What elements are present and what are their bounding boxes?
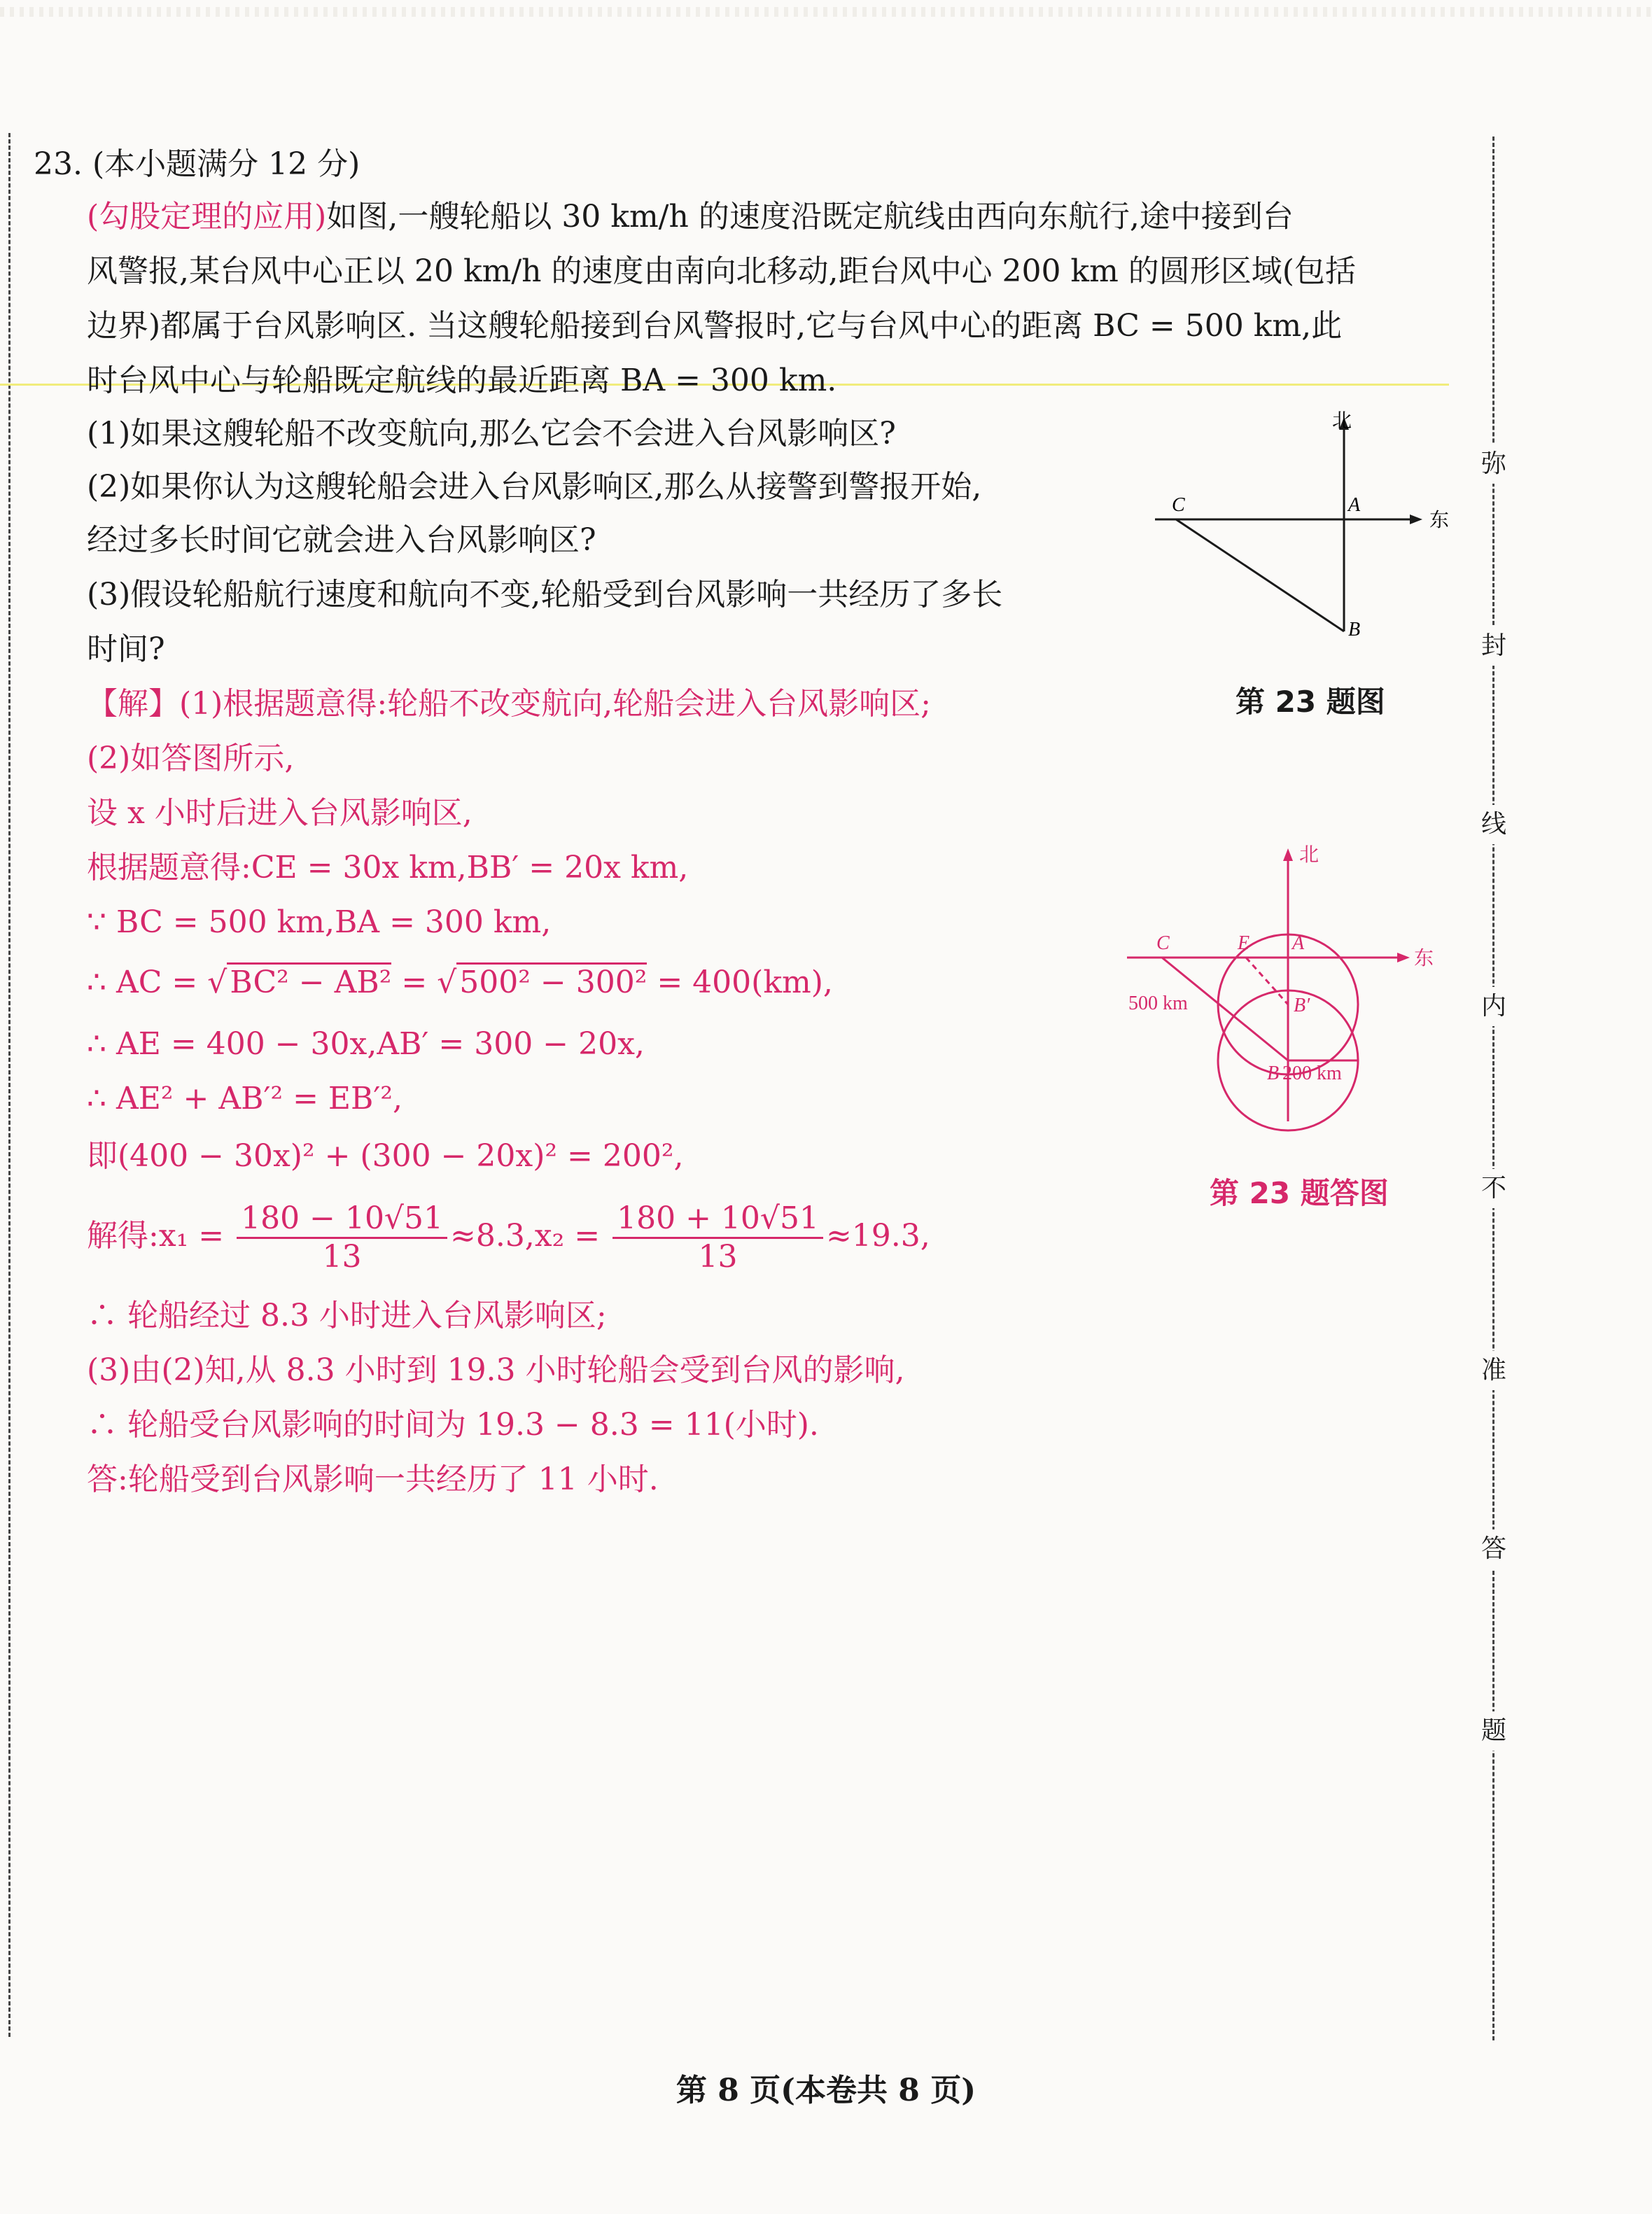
point-c-label: C — [1172, 494, 1185, 516]
solution-line-13: ∴ 轮船受台风影响的时间为 19.3 − 8.3 = 11(小时). — [87, 1407, 819, 1443]
solution-line-10 — [87, 1200, 930, 1275]
segment-cb — [1176, 519, 1344, 631]
sqrt-expr-1: BC² − AB² — [227, 962, 391, 1000]
page-footer: 第 8 页(本卷共 8 页) — [676, 2073, 976, 2108]
solution-line-14: 答:轮船受到台风影响一共经历了 11 小时. — [87, 1462, 659, 1497]
fraction-2 — [612, 1200, 823, 1275]
point-b-label: B — [1348, 619, 1361, 640]
right-binding-line — [1492, 136, 1494, 2040]
x2-result: ≈19.3, — [825, 1218, 930, 1254]
question-2a: (2)如果你认为这艘轮船会进入台风影响区,那么从接警到警报开始, — [87, 469, 982, 505]
fraction-1 — [237, 1200, 447, 1275]
fraction-1-denominator: 13 — [322, 1239, 362, 1275]
east-arrow-icon-2 — [1397, 953, 1410, 962]
margin-char-6: 准 — [1478, 1351, 1509, 1390]
margin-char-4: 内 — [1478, 987, 1509, 1026]
fraction-2-denominator: 13 — [698, 1239, 738, 1275]
topic-tag: (勾股定理的应用) — [87, 199, 327, 234]
margin-char-3: 线 — [1478, 805, 1509, 844]
point-a-label: A — [1348, 494, 1361, 516]
problem-stem-1 — [87, 196, 1294, 238]
point-e-label: E — [1238, 932, 1250, 954]
margin-char-7: 答 — [1478, 1529, 1509, 1569]
x2-label: ≈8.3,x₂ = — [449, 1218, 610, 1254]
solution-line-8: ∴ AE² + AB′² = EB′², — [87, 1081, 402, 1116]
ac-result: = 400(km), — [647, 965, 833, 1000]
solution-line-12: (3)由(2)知,从 8.3 小时到 19.3 小时轮船会受到台风的影响, — [87, 1352, 905, 1388]
point-b-prime-label: B′ — [1294, 995, 1310, 1016]
point-c-label-2: C — [1156, 932, 1170, 954]
left-binding-line — [8, 133, 10, 2037]
point-b-label-2: B — [1267, 1063, 1280, 1084]
x1-label: 解得:x₁ = — [87, 1218, 234, 1254]
figure-23-answer — [1120, 840, 1456, 1148]
problem-stem-2: 风警报,某台风中心正以 20 km/h 的速度由南向北移动,距台风中心 200 km 的圆形区域(包括 — [87, 253, 1356, 289]
east-label: 东 — [1429, 510, 1450, 531]
question-2b: 经过多长时间它就会进入台风影响区? — [87, 522, 596, 558]
solution-line-4: 根据题意得:CE = 30x km,BB′ = 20x km, — [87, 850, 689, 885]
fraction-1-numerator: 180 − 10√51 — [237, 1200, 447, 1239]
margin-char-2: 封 — [1478, 626, 1509, 666]
solution-line-3: 设 x 小时后进入台风影响区, — [87, 795, 472, 831]
point-a-label-2: A — [1292, 932, 1305, 954]
solution-line-2: (2)如答图所示, — [87, 741, 295, 776]
east-label-2: 东 — [1414, 948, 1434, 969]
figure-23-answer-caption: 第 23 题答图 — [1210, 1176, 1389, 1210]
solution-line-11: ∴ 轮船经过 8.3 小时进入台风影响区; — [87, 1298, 607, 1333]
equals: = — [391, 965, 438, 1000]
north-arrow-icon-2 — [1283, 848, 1293, 861]
question-3a: (3)假设轮船航行速度和航向不变,轮船受到台风影响一共经历了多长 — [87, 577, 1003, 612]
figure-23-caption: 第 23 题图 — [1236, 685, 1385, 719]
segment-eb-prime — [1246, 958, 1288, 1004]
question-3b: 时间? — [87, 631, 165, 667]
margin-char-1: 弥 — [1478, 444, 1509, 484]
length-200-label: 200 km — [1282, 1063, 1342, 1084]
sqrt-expr-2: 500² − 300² — [456, 962, 647, 1000]
stem-text: 如图,一艘轮船以 30 km/h 的速度沿既定航线由西向东航行,途中接到台 — [326, 199, 1294, 234]
solution-line-1: 【解】(1)根据题意得:轮船不改变航向,轮船会进入台风影响区; — [87, 686, 931, 722]
problem-number: 23. (本小题满分 12 分) — [34, 146, 360, 182]
length-500-label: 500 km — [1128, 993, 1188, 1014]
problem-stem-3: 边界)都属于台风影响区. 当这艘轮船接到台风警报时,它与台风中心的距离 BC = 500 km,此 — [87, 308, 1343, 344]
east-arrow-icon — [1410, 514, 1422, 524]
solution-line-5: ∵ BC = 500 km,BA = 300 km, — [87, 904, 552, 940]
north-label: 北 — [1332, 410, 1352, 432]
problem-stem-4: 时台风中心与轮船既定航线的最近距离 BA = 300 km. — [87, 363, 837, 398]
solution-line-7: ∴ AE = 400 − 30x,AB′ = 300 − 20x, — [87, 1026, 645, 1062]
solution-line-9: 即(400 − 30x)² + (300 − 20x)² = 200², — [87, 1138, 684, 1174]
figure-23 — [1148, 406, 1456, 658]
margin-char-8: 题 — [1478, 1711, 1509, 1751]
solution-line-6: ∴ AC = √BC² − AB² = √500² − 300² = 400(km), — [87, 962, 833, 1004]
question-1: (1)如果这艘轮船不改变航向,那么它会不会进入台风影响区? — [87, 416, 896, 451]
top-scan-mark — [0, 7, 1652, 17]
margin-char-5: 不 — [1478, 1169, 1509, 1208]
fraction-2-numerator: 180 + 10√51 — [612, 1200, 823, 1239]
ac-label: ∴ AC = — [87, 965, 208, 1000]
north-label-2: 北 — [1299, 844, 1320, 866]
